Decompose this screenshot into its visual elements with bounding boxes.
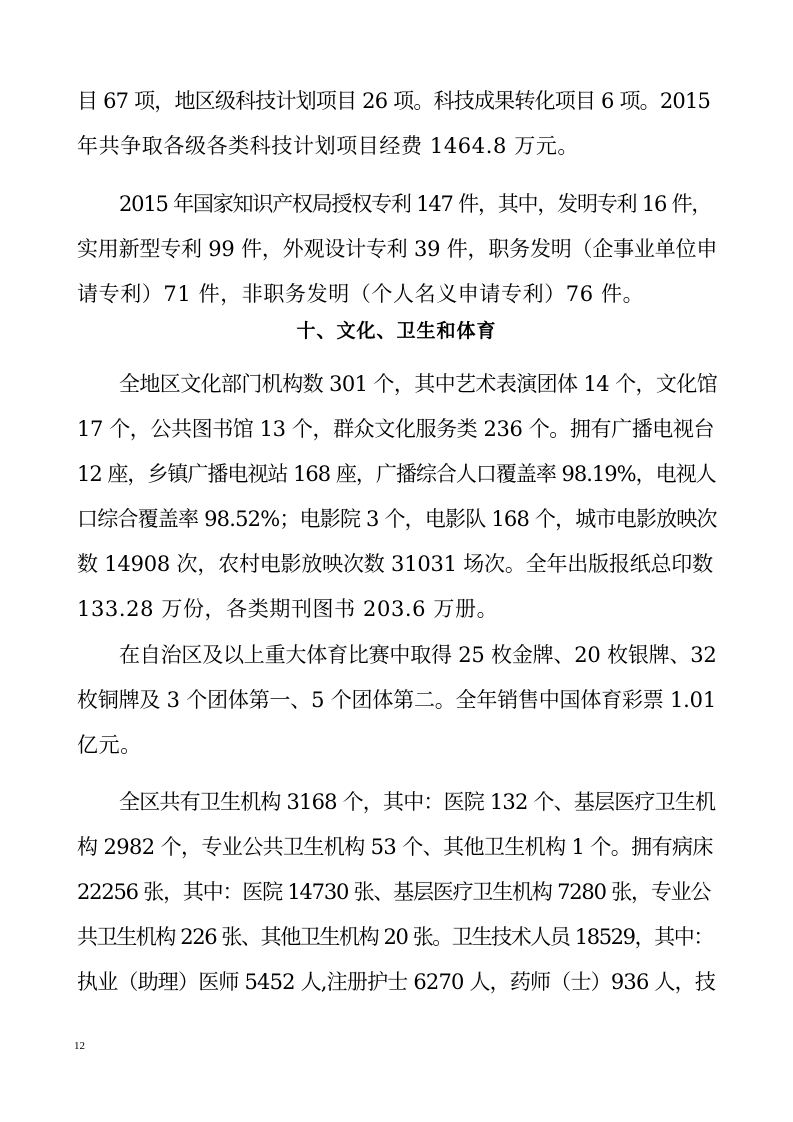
text-line: 请专利）71 件，非职务发明（个人名义申请专利）76 件。 (77, 282, 645, 306)
text-line: 2015 年国家知识产权局授权专利 147 件，其中，发明专利 16 件， (119, 192, 712, 216)
text-line: 全区共有卫生机构 3168 个，其中：医院 132 个、基层医疗卫生机 (119, 790, 716, 814)
text-line: 年共争取各级各类科技计划项目经费 1464.8 万元。 (77, 134, 580, 158)
text-line: 执业（助理）医师 5452 人,注册护士 6270 人，药师（士）936 人，技 (77, 970, 716, 994)
section-heading: 十、文化、卫生和体育 (296, 320, 497, 342)
text-line: 数 14908 次，农村电影放映次数 31031 场次。全年出版报纸总印数 (77, 552, 713, 576)
text-line: 共卫生机构 226 张、其他卫生机构 20 张。卫生技术人员 18529，其中： (77, 925, 713, 949)
text-line: 12 座，乡镇广播电视站 168 座，广播综合人口覆盖率 98.19%，电视人 (77, 462, 716, 486)
text-line: 133.28 万份，各类期刊图书 203.6 万册。 (77, 597, 499, 621)
text-line: 22256 张，其中：医院 14730 张、基层医疗卫生机构 7280 张，专业公 (77, 880, 711, 904)
paragraph-health (77, 780, 717, 1005)
text-line: 口综合覆盖率 98.52%；电影院 3 个，电影队 168 个，城市电影放映次 (77, 507, 717, 531)
text-line: 全地区文化部门机构数 301 个，其中艺术表演团体 14 个，文化馆 (119, 372, 718, 396)
page-number: 12 (74, 1040, 85, 1052)
text-line: 枚铜牌及 3 个团体第一、5 个团体第二。全年销售中国体育彩票 1.01 (77, 688, 716, 712)
paragraph-sports (77, 633, 717, 768)
paragraph-culture (77, 362, 717, 632)
paragraph-sci-tech-projects (77, 79, 717, 169)
text-line: 构 2982 个，专业公共卫生机构 53 个、其他卫生机构 1 个。拥有病床 (77, 835, 713, 859)
paragraph-patents (77, 182, 717, 317)
text-line: 目 67 项，地区级科技计划项目 26 项。科技成果转化项目 6 项。2015 (77, 89, 711, 113)
text-line: 亿元。 (77, 733, 142, 757)
text-line: 在自治区及以上重大体育比赛中取得 25 枚金牌、20 枚银牌、32 (119, 643, 717, 667)
text-line: 17 个，公共图书馆 13 个，群众文化服务类 236 个。拥有广播电视台 (77, 417, 715, 441)
text-line: 实用新型专利 99 件，外观设计专利 39 件，职务发明（企事业单位申 (77, 237, 718, 261)
